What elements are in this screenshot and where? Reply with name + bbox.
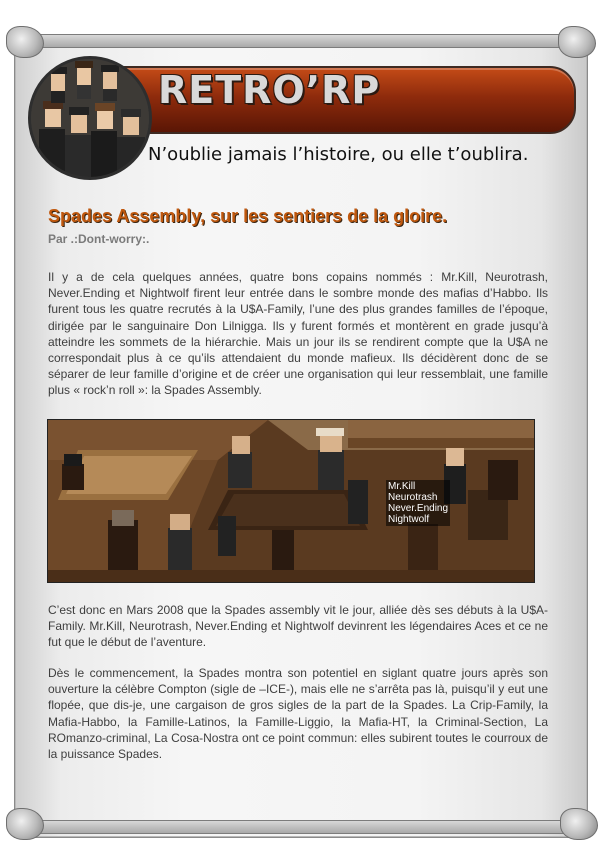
scroll-curl-bottom-left — [6, 808, 44, 840]
article-title: Spades Assembly, sur les sentiers de la gloire. — [48, 206, 448, 226]
scroll-curl-bottom-right — [560, 808, 598, 840]
article-byline: Par .:Dont-worry:. — [48, 232, 150, 246]
article-paragraph-1: Il y a de cela quelques années, quatre bons copains nommés : Mr.Kill, Neurotrash, Never.Ending et Nightwolf firent leur entrée dans le sombre monde des mafias d’Habbo. Ils furent tous les quatre recrutés à la U$A-Family, l’une des plus grandes familles de l’époque, dirigée par le sanguinaire Don Lilnigga. Ils y furent formés et montèrent en grade jusqu’à atteindre les sommets de la hiérarchie. Mais un jour ils se rendirent compte que la U$A ne correspondait plus à ce qu’ils attendaient du monde mafieux. Ils décidèrent donc de se séparer de leur famille d’origine et de créer une organisation qui leur ressemblait, une famille plus « rock’n roll »: la Spades Assembly. — [48, 270, 548, 398]
scroll-rod-top — [28, 34, 570, 48]
article-paragraph-2: C’est donc en Mars 2008 que la Spades assembly vit le jour, alliée dès ses débuts à la U$A-Family. Mr.Kill, Neurotrash, Never.Ending et Nightwolf devinrent les légendaires Aces et ce ne fut que le début de l’aventure. — [48, 603, 548, 650]
article-paragraph-3: Dès le commencement, la Spades montra son potentiel en siglant quatre jours après son ouverture la célèbre Compton (sigle de –ICE-), mais elle ne s’arrêta pas là, puisqu’il y eut une flopée, que dis-je, une cargaison de gros sigles de la part de la Spades. La Crip-Family, la Mafia-Habbo, la Famille-Latinos, la Famille-Liggio, la Mafia-HT, la Criminal-Section, La ROmanzo-criminal, La Cosa-Nostra ont ce point commun: elles subirent toutes le courroux de la puissance Spades. — [48, 666, 548, 762]
illustration-label: Never.Ending — [388, 503, 449, 514]
scroll-curl-top-left — [6, 26, 44, 58]
site-tagline: N’oublie jamais l’histoire, ou elle t’oublira. — [148, 144, 529, 165]
illustration-label: Neurotrash — [388, 492, 438, 503]
illustration-label: Mr.Kill — [388, 481, 416, 492]
article-illustration — [47, 419, 535, 583]
illustration-label: Nightwolf — [388, 514, 430, 525]
group-avatar-image — [28, 56, 152, 180]
scroll-rod-bottom — [28, 820, 570, 834]
site-title: RETRO’RP — [158, 68, 381, 112]
illustration-name-labels — [386, 480, 450, 526]
scroll-curl-top-right — [558, 26, 596, 58]
